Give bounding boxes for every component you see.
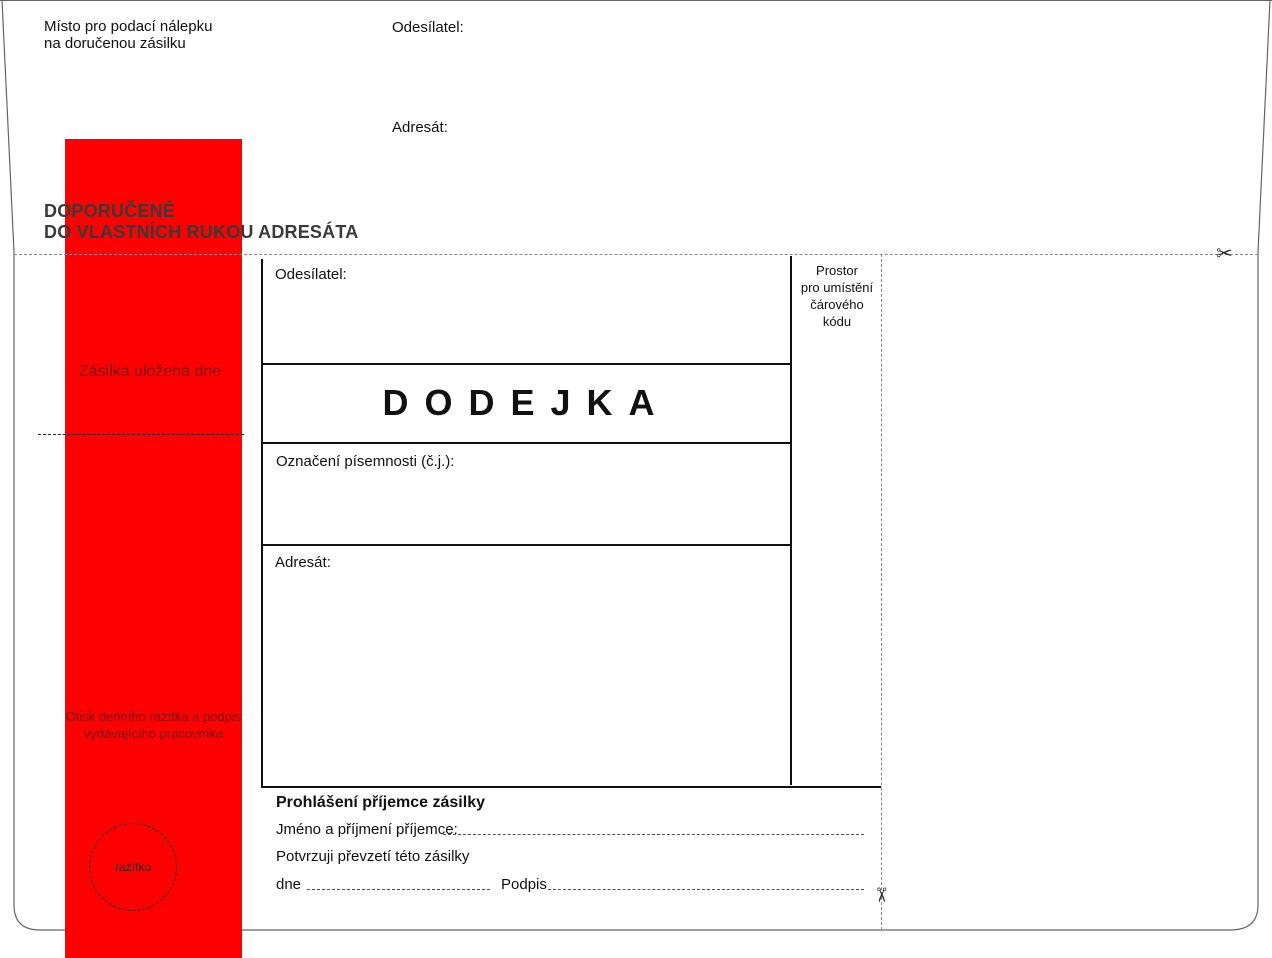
sticker-place-label — [44, 18, 212, 52]
slip-divider-3 — [261, 544, 792, 546]
envelope-sender-label: Odesílatel: — [392, 19, 464, 36]
stamp-instructions — [65, 708, 242, 742]
barcode-line-1: Prostor — [816, 263, 858, 278]
date-label: dne — [276, 876, 302, 893]
recipient-name-label: Jméno a příjmení příjemce: — [276, 821, 458, 838]
recipient-name-line — [443, 834, 864, 835]
stored-date-line — [38, 434, 244, 435]
slip-right-border — [790, 256, 792, 785]
stamp-circle-label: razítko — [114, 860, 151, 874]
signature-label: Podpis — [501, 876, 547, 893]
declaration-heading: Prohlášení příjemce zásilky — [276, 794, 485, 811]
title-line-1: DOPORUČENÉ — [44, 201, 176, 221]
slip-divider-1 — [261, 363, 792, 365]
slip-heading: DODEJKA — [382, 382, 671, 423]
sticker-place-line-1: Místo pro podací nálepku — [44, 18, 213, 35]
slip-addressee-label: Adresát: — [275, 554, 331, 571]
slip-reference-label: Označení písemnosti (č.j.): — [276, 453, 455, 470]
cut-line-vertical — [881, 254, 882, 930]
barcode-line-3: čárového — [810, 297, 864, 312]
slip-bottom-border — [261, 786, 881, 788]
stamp-circle — [89, 823, 177, 911]
confirm-text: Potvrzuji převzetí této zásilky — [276, 848, 470, 865]
stamp-instructions-line-2: vydávajícího pracovníka — [83, 726, 224, 741]
barcode-line-4: kódu — [822, 314, 852, 329]
stored-date-label: Zásilka uložená dne — [78, 363, 222, 380]
envelope-title — [44, 201, 358, 243]
slip-sender-label: Odesílatel: — [275, 266, 347, 283]
title-line-2: DO VLASTNÍCH RUKOU ADRESÁTA — [44, 222, 359, 242]
scissors-icon: ✂ — [1216, 243, 1233, 265]
barcode-line-2: pro umístění — [800, 280, 874, 295]
envelope-addressee-label: Adresát: — [392, 119, 448, 136]
date-line — [307, 889, 490, 890]
barcode-space-label — [795, 262, 879, 330]
slip-left-border — [261, 259, 263, 788]
scissors-icon: ✂ — [869, 886, 892, 904]
fold-line — [14, 254, 1258, 255]
signature-line — [548, 889, 864, 890]
sticker-place-line-2: na doručenou zásilku — [44, 35, 186, 52]
stamp-instructions-line-1: Otisk denního razítka a podpis — [65, 709, 242, 724]
slip-divider-2 — [261, 442, 792, 444]
